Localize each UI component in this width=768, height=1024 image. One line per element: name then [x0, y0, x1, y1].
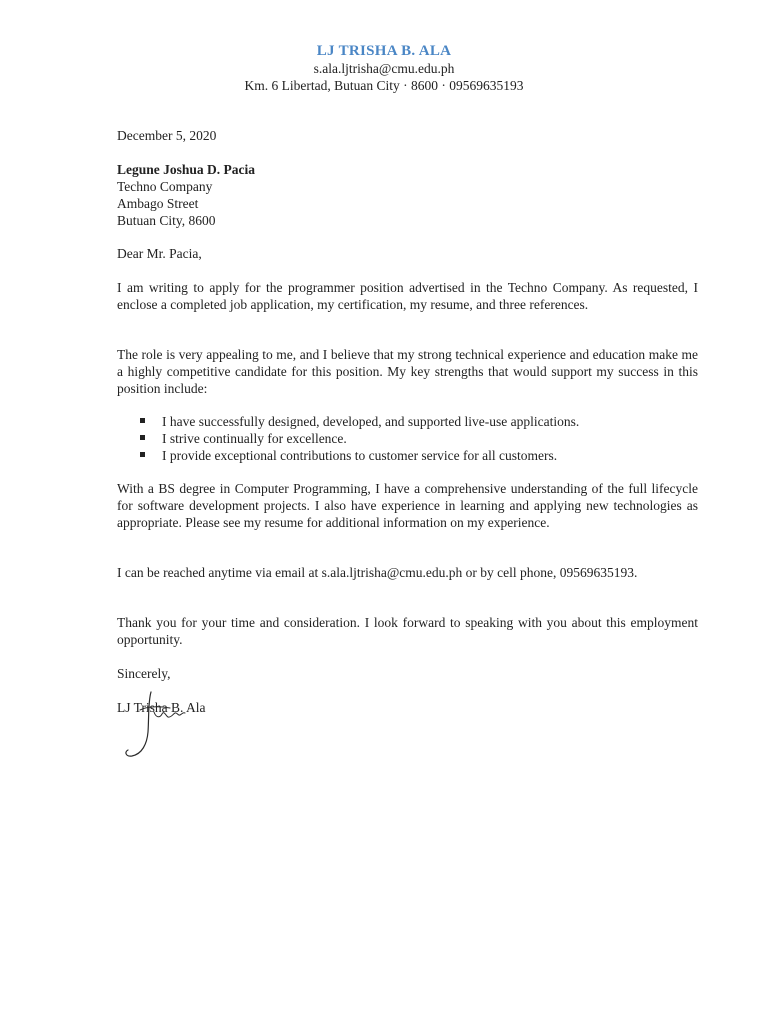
square-bullet-icon — [140, 452, 145, 457]
recipient-city: Butuan City, 8600 — [117, 213, 216, 228]
sender-address: Km. 6 Libertad, Butuan City · 8600 · 09569635193 — [244, 78, 524, 93]
paragraph-contact: I can be reached anytime via email at s.ala.ljtrisha@cmu.edu.ph or by cell phone, 09569635193. — [117, 565, 638, 580]
square-bullet-icon — [140, 435, 145, 440]
letter-header — [0, 43, 768, 94]
recipient-street: Ambago Street — [117, 196, 199, 211]
paragraph-strengths: The role is very appealing to me, and I believe that my strong technical experience and education make me a highly competitive candidate for this position. My key strengths that would support my success in this position include: — [117, 347, 698, 396]
recipient-block — [117, 161, 698, 229]
paragraph-intro: I am writing to apply for the programmer position advertised in the Techno Company. As requested, I enclose a completed job application, my certification, my resume, and three references. — [117, 280, 698, 312]
paragraph-education: With a BS degree in Computer Programming, I have a comprehensive understanding of the full lifecycle for software development projects. I also have experience in learning and applying new technologies as appropriate. Please see my resume for additional information on my experience. — [117, 481, 698, 530]
list-item-text: I provide exceptional contributions to customer service for all customers. — [162, 448, 558, 463]
sender-email: s.ala.ljtrisha@cmu.edu.ph — [313, 61, 455, 76]
list-item — [137, 430, 697, 447]
letter-date: December 5, 2020 — [117, 128, 217, 143]
square-bullet-icon — [140, 418, 145, 423]
sender-name: LJ TRISHA B. ALA — [316, 43, 452, 59]
handwritten-signature-icon — [118, 688, 198, 768]
paragraph-thanks: Thank you for your time and consideration. I look forward to speaking with you about this employment opportunity. — [117, 615, 698, 647]
signer-name: LJ Trisha B. Ala — [117, 700, 206, 715]
strengths-list — [137, 413, 697, 464]
closing: Sincerely, — [117, 666, 171, 681]
salutation: Dear Mr. Pacia, — [117, 246, 202, 261]
list-item-text: I have successfully designed, developed, and supported live-use applications. — [162, 414, 580, 429]
recipient-company: Techno Company — [117, 179, 213, 194]
list-item — [137, 413, 697, 430]
list-item — [137, 447, 697, 464]
recipient-name: Legune Joshua D. Pacia — [117, 162, 256, 177]
list-item-text: I strive continually for excellence. — [162, 431, 347, 446]
